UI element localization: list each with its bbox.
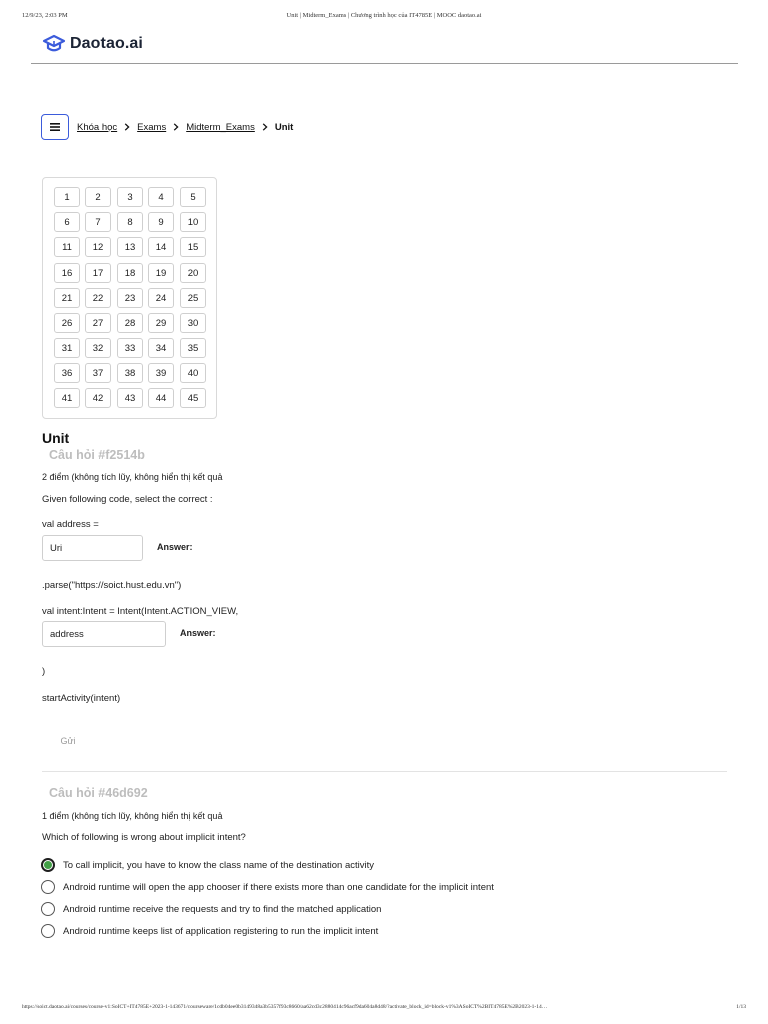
option-label: Android runtime keeps list of application registering to run the implicit intent	[63, 925, 379, 937]
question-nav-button[interactable]: 24	[148, 288, 174, 308]
code-line: val address =	[42, 519, 99, 530]
answer-label: Answer:	[157, 542, 193, 552]
question-nav-button[interactable]: 5	[180, 187, 206, 207]
question-id: Câu hỏi #46d692	[49, 786, 148, 800]
question-nav-button[interactable]: 30	[180, 313, 206, 333]
option-label: Android runtime receive the requests and try to find the matched application	[63, 903, 382, 915]
chevron-right-icon	[255, 123, 275, 131]
header-divider	[31, 63, 738, 64]
question-nav-button[interactable]: 7	[85, 212, 111, 232]
breadcrumb-midterm-exams[interactable]: Midterm_Exams	[186, 121, 255, 133]
question-id: Câu hỏi #f2514b	[49, 448, 145, 462]
question-nav-button[interactable]: 22	[85, 288, 111, 308]
code-line: startActivity(intent)	[42, 693, 121, 704]
question-nav-button[interactable]: 1	[54, 187, 80, 207]
brand-name: Daotao.ai	[70, 35, 143, 52]
radio-option[interactable]	[41, 879, 494, 895]
breadcrumb	[41, 114, 293, 140]
question-nav-button[interactable]: 36	[54, 363, 80, 383]
question-nav-button[interactable]: 3	[117, 187, 143, 207]
breadcrumb-exams[interactable]: Exams	[137, 121, 167, 133]
print-header	[0, 12, 768, 22]
submit-button[interactable]: Gửi	[50, 730, 86, 752]
question-nav-button[interactable]: 21	[54, 288, 80, 308]
chevron-right-icon	[117, 123, 137, 131]
print-url: https://soict.daotao.ai/courses/course-v1:SoICT+IT4785E+2023-1-143671/courseware/1cdb04ee0b3149348a3b5357f93c8660/aa62cd3c2880414c96acf9da604a8d48/?activate_block_id=block-v1%3ASoICT%2BIT4785E%2B2023-1-14…	[22, 1004, 548, 1010]
question-nav-button[interactable]: 34	[148, 338, 174, 358]
question-nav-button[interactable]: 13	[117, 237, 143, 257]
breadcrumb-courses[interactable]: Khóa học	[77, 121, 118, 133]
option-label: To call implicit, you have to know the class name of the destination activity	[63, 859, 375, 871]
radio-button[interactable]	[41, 924, 55, 938]
question-nav-button[interactable]: 43	[117, 388, 143, 408]
question-prompt: Which of following is wrong about implicit intent?	[42, 832, 246, 843]
option-label: Android runtime will open the app chooser if there exists more than one candidate for the implicit intent	[63, 881, 494, 893]
print-datetime: 12/9/23, 2:03 PM	[22, 12, 68, 19]
print-footer	[0, 1004, 768, 1014]
question-nav-button[interactable]: 45	[180, 388, 206, 408]
hamburger-menu-icon	[50, 123, 60, 131]
question-nav-button[interactable]: 38	[117, 363, 143, 383]
question-prompt: Given following code, select the correct :	[42, 494, 213, 505]
question-nav-button[interactable]: 15	[180, 237, 206, 257]
question-points: 2 điểm (không tích lũy, không hiển thị kết quả	[42, 472, 223, 482]
question-nav-button[interactable]: 26	[54, 313, 80, 333]
radio-option[interactable]	[41, 901, 381, 917]
question-nav-button[interactable]: 9	[148, 212, 174, 232]
question-nav-button[interactable]: 33	[117, 338, 143, 358]
print-page-title: Unit | Midterm_Exams | Chương trình học của IT4785E | MOOC daotao.ai	[286, 12, 482, 19]
question-nav-button[interactable]: 16	[54, 263, 80, 283]
question-nav-button[interactable]: 39	[148, 363, 174, 383]
question-nav-button[interactable]: 8	[117, 212, 143, 232]
answer-input-1[interactable]	[42, 535, 143, 561]
chevron-right-icon	[166, 123, 186, 131]
question-nav-button[interactable]: 40	[180, 363, 206, 383]
code-line: )	[42, 666, 46, 677]
radio-button[interactable]	[41, 880, 55, 894]
question-nav-button[interactable]: 20	[180, 263, 206, 283]
question-divider	[42, 771, 727, 772]
question-nav-button[interactable]: 27	[85, 313, 111, 333]
question-nav-button[interactable]: 32	[85, 338, 111, 358]
question-nav-button[interactable]: 11	[54, 237, 80, 257]
print-page-number: 1/13	[736, 1004, 746, 1010]
unit-title: Unit	[42, 430, 70, 446]
question-nav-button[interactable]: 2	[85, 187, 111, 207]
question-nav-button[interactable]: 31	[54, 338, 80, 358]
code-line: val intent:Intent = Intent(Intent.ACTION_VIEW,	[42, 606, 239, 617]
answer-input-2[interactable]	[42, 621, 166, 647]
question-nav-button[interactable]: 42	[85, 388, 111, 408]
question-nav-button[interactable]: 17	[85, 263, 111, 283]
question-nav-button[interactable]: 14	[148, 237, 174, 257]
question-nav-button[interactable]: 29	[148, 313, 174, 333]
question-nav-button[interactable]: 35	[180, 338, 206, 358]
question-nav-button[interactable]: 4	[148, 187, 174, 207]
question-navigator	[42, 177, 217, 419]
question-nav-button[interactable]: 28	[117, 313, 143, 333]
question-nav-button[interactable]: 19	[148, 263, 174, 283]
breadcrumb-current: Unit	[274, 121, 294, 133]
radio-button[interactable]	[41, 858, 55, 872]
question-points: 1 điểm (không tích lũy, không hiển thị kết quả	[42, 811, 223, 821]
radio-button[interactable]	[41, 902, 55, 916]
question-nav-button[interactable]: 41	[54, 388, 80, 408]
question-nav-button[interactable]: 12	[85, 237, 111, 257]
question-nav-button[interactable]: 10	[180, 212, 206, 232]
question-nav-button[interactable]: 44	[148, 388, 174, 408]
question-nav-button[interactable]: 23	[117, 288, 143, 308]
question-nav-button[interactable]: 6	[54, 212, 80, 232]
question-nav-button[interactable]: 25	[180, 288, 206, 308]
radio-option[interactable]	[41, 857, 374, 873]
question-nav-button[interactable]: 18	[117, 263, 143, 283]
brand-logo-link[interactable]	[42, 33, 143, 55]
code-line: .parse("https://soict.hust.edu.vn")	[42, 580, 182, 591]
radio-option[interactable]	[41, 923, 378, 939]
graduation-cap-icon	[42, 34, 66, 54]
question-nav-button[interactable]: 37	[85, 363, 111, 383]
answer-label: Answer:	[180, 628, 216, 638]
course-menu-button[interactable]	[41, 114, 69, 140]
